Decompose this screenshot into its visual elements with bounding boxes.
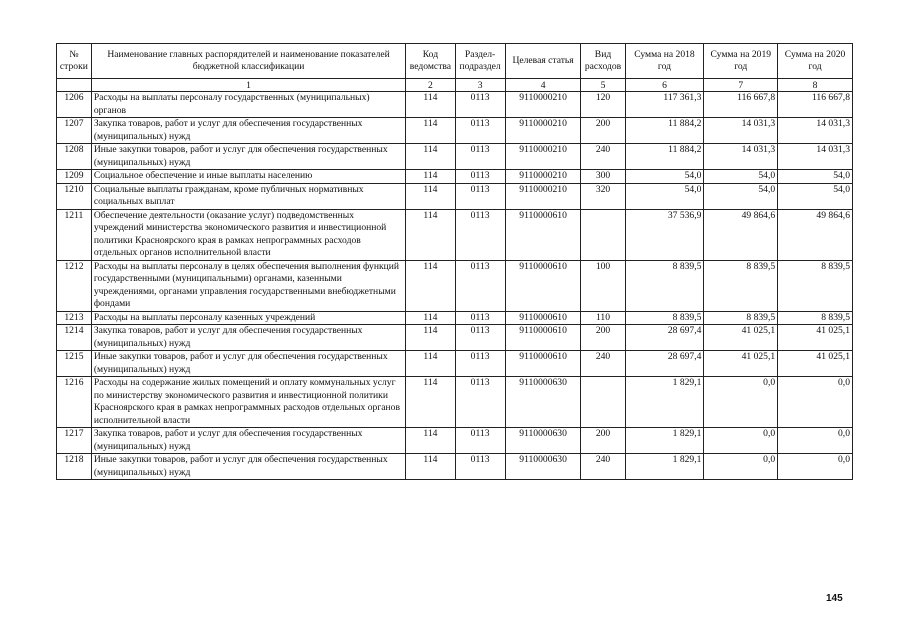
header-cell: Сумма на 2019 год <box>704 44 778 79</box>
table-row <box>57 428 853 454</box>
dept-code-cell: 114 <box>406 209 455 260</box>
expense-type-cell: 300 <box>581 170 625 184</box>
header-cell: Сумма на 2020 год <box>778 44 853 79</box>
expense-type-cell <box>581 377 625 428</box>
section-cell: 0113 <box>455 183 505 209</box>
header-cell: Раздел-подраздел <box>455 44 505 79</box>
amount-2019-cell: 116 667,8 <box>704 92 778 118</box>
target-article-cell: 9110000210 <box>505 118 581 144</box>
table-row <box>57 183 853 209</box>
amount-2019-cell: 0,0 <box>704 428 778 454</box>
amount-2018-cell: 1 829,1 <box>625 428 704 454</box>
header-cell: Сумма на 2018 год <box>625 44 704 79</box>
target-article-cell: 9110000610 <box>505 311 581 325</box>
amount-2018-cell: 11 884,2 <box>625 118 704 144</box>
column-number-cell: 7 <box>704 79 778 92</box>
row-number-cell: 1206 <box>57 92 92 118</box>
row-number-cell: 1209 <box>57 170 92 184</box>
target-article-cell: 9110000630 <box>505 377 581 428</box>
dept-code-cell: 114 <box>406 325 455 351</box>
header-cell: Целевая статья <box>505 44 581 79</box>
target-article-cell: 9110000210 <box>505 170 581 184</box>
dept-code-cell: 114 <box>406 311 455 325</box>
table-row <box>57 92 853 118</box>
target-article-cell: 9110000610 <box>505 325 581 351</box>
target-article-cell: 9110000610 <box>505 209 581 260</box>
row-number-cell: 1218 <box>57 454 92 480</box>
name-cell: Социальное обеспечение и иные выплаты населению <box>91 170 406 184</box>
table-row <box>57 454 853 480</box>
name-cell: Расходы на выплаты персоналу государственных (муниципальных) органов <box>91 92 406 118</box>
column-number-cell: 8 <box>778 79 853 92</box>
amount-2019-cell: 54,0 <box>704 183 778 209</box>
target-article-cell: 9110000610 <box>505 351 581 377</box>
dept-code-cell: 114 <box>406 377 455 428</box>
dept-code-cell: 114 <box>406 260 455 311</box>
amount-2018-cell: 8 839,5 <box>625 311 704 325</box>
amount-2019-cell: 8 839,5 <box>704 311 778 325</box>
amount-2019-cell: 14 031,3 <box>704 118 778 144</box>
expense-type-cell: 200 <box>581 118 625 144</box>
dept-code-cell: 114 <box>406 428 455 454</box>
expense-type-cell: 240 <box>581 351 625 377</box>
table-row <box>57 325 853 351</box>
name-cell: Иные закупки товаров, работ и услуг для обеспечения государственных (муниципальных) нужд <box>91 144 406 170</box>
section-cell: 0113 <box>455 351 505 377</box>
row-number-cell: 1217 <box>57 428 92 454</box>
table-row <box>57 260 853 311</box>
amount-2019-cell: 54,0 <box>704 170 778 184</box>
amount-2019-cell: 41 025,1 <box>704 351 778 377</box>
amount-2018-cell: 1 829,1 <box>625 377 704 428</box>
name-cell: Расходы на выплаты персоналу казенных учреждений <box>91 311 406 325</box>
name-cell: Иные закупки товаров, работ и услуг для обеспечения государственных (муниципальных) нужд <box>91 351 406 377</box>
amount-2019-cell: 0,0 <box>704 454 778 480</box>
expense-type-cell: 200 <box>581 325 625 351</box>
section-cell: 0113 <box>455 377 505 428</box>
column-number-row <box>57 79 853 92</box>
column-number-cell: 4 <box>505 79 581 92</box>
section-cell: 0113 <box>455 428 505 454</box>
amount-2020-cell: 0,0 <box>778 428 853 454</box>
target-article-cell: 9110000630 <box>505 428 581 454</box>
name-cell: Закупка товаров, работ и услуг для обеспечения государственных (муниципальных) нужд <box>91 428 406 454</box>
expense-type-cell: 240 <box>581 144 625 170</box>
amount-2020-cell: 41 025,1 <box>778 325 853 351</box>
row-number-cell: 1216 <box>57 377 92 428</box>
budget-table <box>56 43 853 480</box>
name-cell: Закупка товаров, работ и услуг для обеспечения государственных (муниципальных) нужд <box>91 118 406 144</box>
expense-type-cell: 100 <box>581 260 625 311</box>
expense-type-cell: 120 <box>581 92 625 118</box>
section-cell: 0113 <box>455 325 505 351</box>
row-number-cell: 1214 <box>57 325 92 351</box>
section-cell: 0113 <box>455 311 505 325</box>
section-cell: 0113 <box>455 170 505 184</box>
row-number-cell: 1215 <box>57 351 92 377</box>
amount-2020-cell: 8 839,5 <box>778 311 853 325</box>
dept-code-cell: 114 <box>406 92 455 118</box>
amount-2018-cell: 117 361,3 <box>625 92 704 118</box>
dept-code-cell: 114 <box>406 144 455 170</box>
section-cell: 0113 <box>455 260 505 311</box>
header-cell: № строки <box>57 44 92 79</box>
row-number-cell: 1212 <box>57 260 92 311</box>
row-number-cell: 1211 <box>57 209 92 260</box>
table-row <box>57 144 853 170</box>
name-cell: Расходы на выплаты персоналу в целях обеспечения выполнения функций государственными (муниципальными) органами, казенными учреждениями, органами управления государственными внебюджетными фондами <box>91 260 406 311</box>
header-cell: Наименование главных распорядителей и наименование показателей бюджетной классификации <box>91 44 406 79</box>
amount-2020-cell: 8 839,5 <box>778 260 853 311</box>
column-number-cell <box>57 79 92 92</box>
amount-2020-cell: 14 031,3 <box>778 144 853 170</box>
dept-code-cell: 114 <box>406 351 455 377</box>
column-number-cell: 6 <box>625 79 704 92</box>
target-article-cell: 9110000630 <box>505 454 581 480</box>
amount-2020-cell: 14 031,3 <box>778 118 853 144</box>
amount-2018-cell: 54,0 <box>625 183 704 209</box>
row-number-cell: 1208 <box>57 144 92 170</box>
amount-2019-cell: 8 839,5 <box>704 260 778 311</box>
page-number: 145 <box>826 593 843 604</box>
amount-2019-cell: 41 025,1 <box>704 325 778 351</box>
amount-2019-cell: 49 864,6 <box>704 209 778 260</box>
section-cell: 0113 <box>455 92 505 118</box>
section-cell: 0113 <box>455 118 505 144</box>
table-row <box>57 311 853 325</box>
amount-2020-cell: 49 864,6 <box>778 209 853 260</box>
column-number-cell: 2 <box>406 79 455 92</box>
amount-2018-cell: 1 829,1 <box>625 454 704 480</box>
column-number-cell: 5 <box>581 79 625 92</box>
column-number-cell: 3 <box>455 79 505 92</box>
target-article-cell: 9110000610 <box>505 260 581 311</box>
amount-2020-cell: 41 025,1 <box>778 351 853 377</box>
table-row <box>57 170 853 184</box>
name-cell: Социальные выплаты гражданам, кроме публичных нормативных социальных выплат <box>91 183 406 209</box>
header-cell: Код ведомства <box>406 44 455 79</box>
amount-2020-cell: 54,0 <box>778 170 853 184</box>
name-cell: Закупка товаров, работ и услуг для обеспечения государственных (муниципальных) нужд <box>91 325 406 351</box>
row-number-cell: 1213 <box>57 311 92 325</box>
table-row <box>57 118 853 144</box>
dept-code-cell: 114 <box>406 170 455 184</box>
dept-code-cell: 114 <box>406 454 455 480</box>
header-cell: Вид расходов <box>581 44 625 79</box>
amount-2019-cell: 0,0 <box>704 377 778 428</box>
section-cell: 0113 <box>455 454 505 480</box>
amount-2019-cell: 14 031,3 <box>704 144 778 170</box>
dept-code-cell: 114 <box>406 183 455 209</box>
amount-2018-cell: 8 839,5 <box>625 260 704 311</box>
amount-2020-cell: 0,0 <box>778 454 853 480</box>
row-number-cell: 1210 <box>57 183 92 209</box>
target-article-cell: 9110000210 <box>505 92 581 118</box>
expense-type-cell: 110 <box>581 311 625 325</box>
amount-2018-cell: 54,0 <box>625 170 704 184</box>
amount-2018-cell: 37 536,9 <box>625 209 704 260</box>
header-row <box>57 44 853 79</box>
expense-type-cell: 320 <box>581 183 625 209</box>
name-cell: Иные закупки товаров, работ и услуг для обеспечения государственных (муниципальных) нужд <box>91 454 406 480</box>
column-number-cell: 1 <box>91 79 406 92</box>
table-row <box>57 351 853 377</box>
row-number-cell: 1207 <box>57 118 92 144</box>
amount-2020-cell: 0,0 <box>778 377 853 428</box>
amount-2020-cell: 54,0 <box>778 183 853 209</box>
dept-code-cell: 114 <box>406 118 455 144</box>
expense-type-cell: 240 <box>581 454 625 480</box>
expense-type-cell <box>581 209 625 260</box>
target-article-cell: 9110000210 <box>505 144 581 170</box>
section-cell: 0113 <box>455 144 505 170</box>
table-body <box>57 92 853 480</box>
table-row <box>57 377 853 428</box>
target-article-cell: 9110000210 <box>505 183 581 209</box>
expense-type-cell: 200 <box>581 428 625 454</box>
amount-2018-cell: 28 697,4 <box>625 351 704 377</box>
section-cell: 0113 <box>455 209 505 260</box>
table-row <box>57 209 853 260</box>
name-cell: Расходы на содержание жилых помещений и оплату коммунальных услуг по министерству экономического развития и инвестиционной политики Красноярского края в рамках непрограммных расходов отдельных органов исполнительной власти <box>91 377 406 428</box>
amount-2018-cell: 28 697,4 <box>625 325 704 351</box>
name-cell: Обеспечение деятельности (оказание услуг) подведомственных учреждений министерства экономического развития и инвестиционной политики Красноярского края в рамках непрограммных расходов отдельных органов исполнительной власти <box>91 209 406 260</box>
amount-2020-cell: 116 667,8 <box>778 92 853 118</box>
amount-2018-cell: 11 884,2 <box>625 144 704 170</box>
